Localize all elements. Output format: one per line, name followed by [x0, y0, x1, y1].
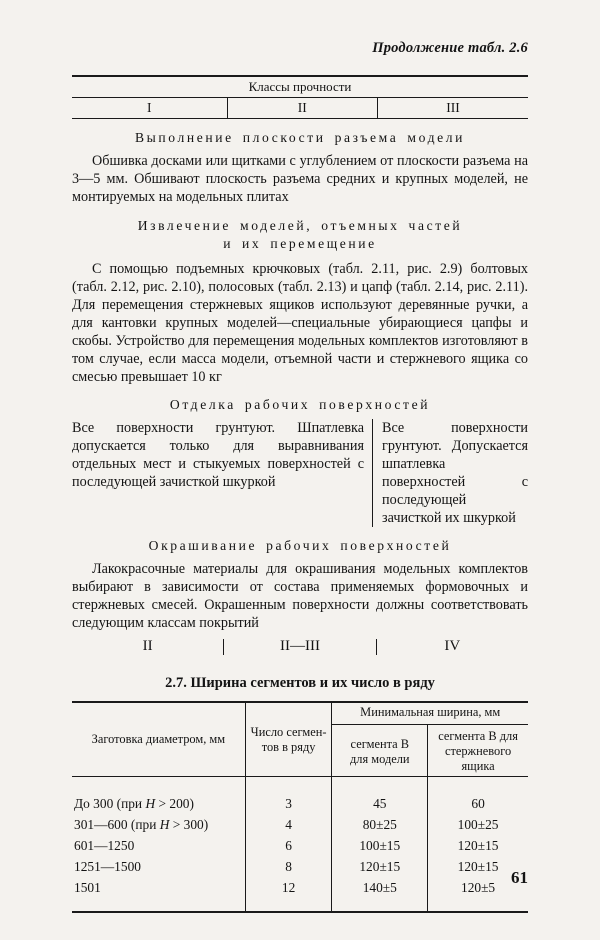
section-title-plane: Выполнение плоскости разъема модели [134, 130, 466, 145]
finishing-two-column [72, 419, 528, 527]
table-row [72, 814, 528, 835]
table-cell-count: 4 [245, 814, 332, 835]
table-cell-width-model: 80±25 [332, 814, 428, 835]
painting-class-1: II [142, 638, 153, 655]
table-cell-diameter: 1251—1500 [74, 859, 141, 875]
table-cell-width-model: 140±5 [332, 877, 428, 898]
table-cell-width-corebox: 100±25 [428, 814, 528, 835]
table-27-header-col2-line2: тов в ряду [261, 739, 316, 754]
continued-table-header [72, 77, 528, 97]
table-row [72, 835, 528, 856]
table-27-header-col3-line1: сегмента В [350, 736, 410, 751]
column-header-2: II [227, 98, 377, 118]
table-27-header-row-1 [72, 703, 528, 724]
section-paragraph-extraction: С помощью подъемных крючковых (табл. 2.11, рис. 2.9) болтовых (табл. 2.12, рис. 2.10), полосовых (табл. 2.13) и цапф (табл. 2.14, рис. 2.11). Для перемещения стержневых ящиков используют деревянные ручки, а для кантовки крупных моделей—специальные убирающиеся цапфы и скобы. Устройство для перемещения модельных комплектов изготовляют в том случае, если масса модели, отъемной части и стержневого ящика со смесью превышает 10 кг [72, 260, 528, 385]
table-row [72, 877, 528, 898]
section-title-extraction-line2: и их перемещение [223, 236, 377, 252]
table-bottom-rule [72, 118, 528, 119]
column-header-3: III [446, 100, 460, 115]
table-27-body [72, 777, 528, 911]
table-cell-width-model: 120±15 [332, 856, 428, 877]
table-cell-width-corebox: 120±15 [428, 856, 528, 877]
table-cell-width-corebox: 120±15 [428, 835, 528, 856]
section-title-finishing: Отделка рабочих поверхностей [169, 397, 431, 412]
table-27-header-col2-line1: Число сегмен- [250, 724, 327, 739]
painting-class-2: II—III [280, 638, 320, 655]
table-cell-diameter: 1501 [74, 880, 101, 896]
table-27-title: 2.7. Ширина сегментов и их число в ряду [165, 675, 435, 692]
section-paragraph-painting: Лакокрасочные материалы для окрашивания модельных комплектов выбирают в зависимости от состава применяемых формовочных и стержневых смесей. Окрашенным поверхности должны соответствовать следующим классам покрытий [72, 561, 528, 632]
table-cell-count: 6 [245, 835, 332, 856]
table-27-header-col4-line3: ящика [461, 758, 495, 773]
page-content [72, 40, 528, 913]
finishing-right-text: Все поверхности грунтуют. Допускается шпатлевка поверхностей с последующей зачисткой их шкуркой [382, 420, 528, 527]
painting-class-row [72, 638, 528, 655]
table-column-row [72, 98, 528, 118]
section-title-extraction-line1: Извлечение моделей, отъемных частей [137, 218, 463, 234]
finishing-left-text: Все поверхности грунтуют. Шпатлевка допускается только для выравнивания отдельных мест и стыкуемых поверхностей с последующей зачисткой шкуркой [72, 420, 364, 491]
table-cell-count: 12 [245, 877, 332, 898]
running-head: Продолжение табл. 2.6 [372, 40, 528, 56]
table-cell-diameter: До 300 (при H > 200) [74, 795, 194, 811]
table-cell-count: 8 [245, 856, 332, 877]
table-row [72, 793, 528, 814]
table-27-bottom-spacer [72, 899, 528, 911]
painting-class-3: IV [444, 638, 461, 655]
table-cell-width-corebox: 60 [428, 793, 528, 814]
column-header-1: I [147, 100, 152, 115]
table-row [72, 856, 528, 877]
table-cell-width-model: 45 [332, 793, 428, 814]
table-cell-diameter: 601—1250 [74, 838, 135, 854]
table-27-header-col3-line2: для модели [349, 751, 410, 766]
section-paragraph-plane: Обшивка досками или щитками с углублением от плоскости разъема на 3—5 мм. Обшивают плоскость разъема средних и крупных моделей, не монтируемых на модельных плитах [72, 153, 528, 206]
table-27-header-col1: Заготовка диаметром, мм [91, 732, 226, 747]
table-27-header-col2 [245, 703, 332, 776]
table-group-header-row [72, 77, 528, 97]
table-27-bottom-rule [72, 911, 528, 913]
table-27-header-col4 [428, 725, 528, 776]
page-number: 61 [511, 868, 528, 887]
table-27-header-col4-line1: сегмента В для [438, 729, 518, 744]
group-header-cell: Классы прочности [248, 79, 352, 94]
table-cell-width-corebox: 120±5 [428, 877, 528, 898]
table-cell-diameter: 301—600 (при H > 300) [74, 816, 209, 832]
table-cell-width-model: 100±15 [332, 835, 428, 856]
section-title-painting: Окрашивание рабочих поверхностей [148, 538, 452, 554]
continued-table-columns [72, 98, 528, 118]
section-title-extraction [72, 217, 528, 254]
table-27-header-col3 [332, 725, 428, 776]
finishing-right-column [372, 419, 528, 527]
table-27-span-header: Минимальная ширина, мм [332, 703, 528, 724]
finishing-left-column [72, 419, 372, 527]
table-27-spacer-row [72, 777, 528, 793]
table-27 [72, 703, 528, 776]
table-cell-count: 3 [245, 793, 332, 814]
table-27-header-col4-line2: стержневого [444, 744, 512, 759]
